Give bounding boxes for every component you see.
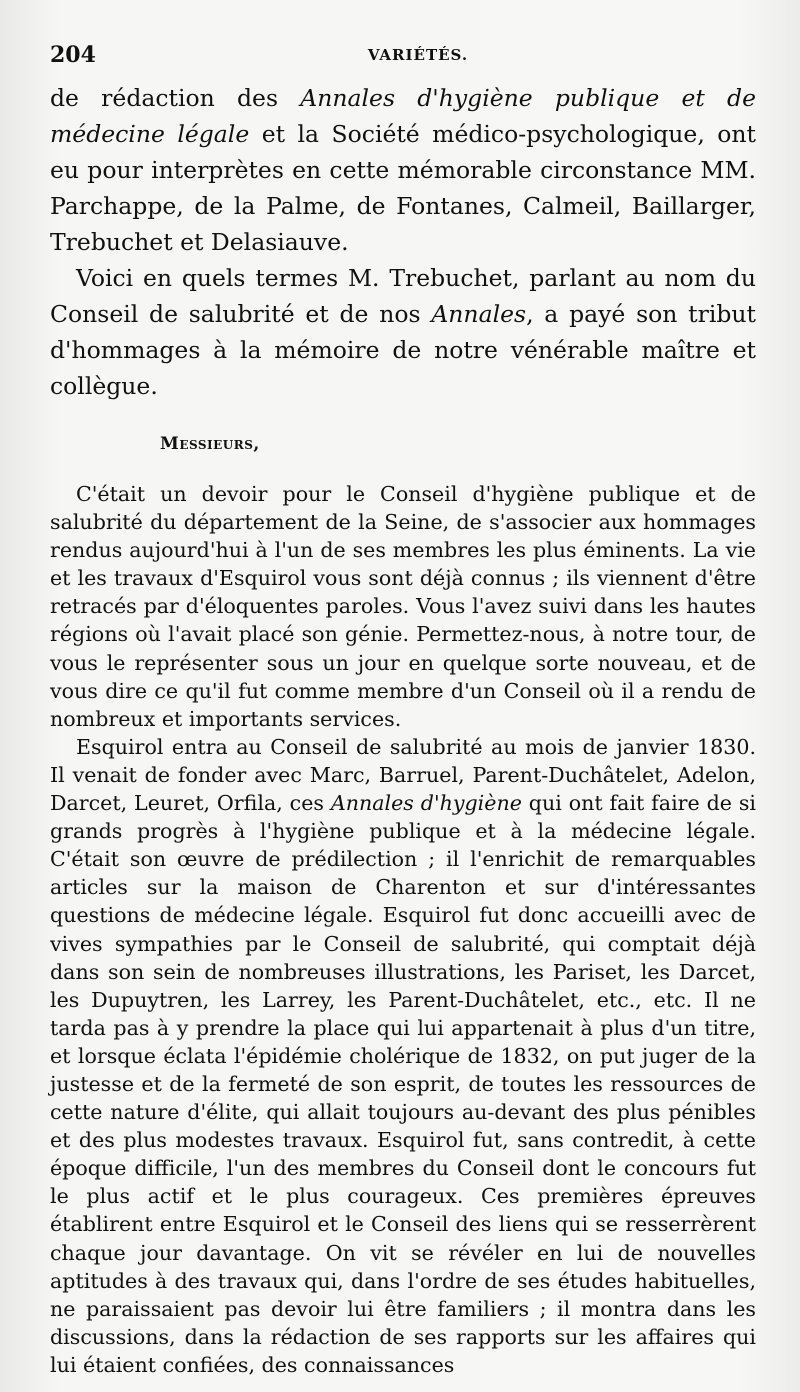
- paragraph-4-text-a: Esquirol entra au Conseil de salubrité au mois de janvier 1830. Il venait de fonder avec Marc, Barruel, Parent-Duchâtelet, Adelon, Darcet, Leuret, Orfila, ces: [50, 734, 756, 816]
- running-title: VARIÉTÉS.: [367, 46, 469, 64]
- annales-hygiene-italic: Annales d'hygiène: [330, 791, 522, 816]
- paragraph-3: C'était un devoir pour le Conseil d'hygiène publique et de salubrité du département de la Seine, de s'associer aux hommages rendus aujourd'hui à l'un de ses membres les plus éminents. La vie et les travaux d'Esquirol vous sont déjà connus ; ils viennent d'être retracés par d'éloquentes paroles. Vous l'avez suivi dans les hautes régions où l'avait placé son génie. Permettez-nous, à notre tour, de vous le représenter sous un jour en quelque sorte nouveau, et de vous dire ce qu'il fut comme membre d'un Conseil où il a rendu de nombreux et importants services.: [50, 482, 756, 731]
- paragraph-1-text-a: de rédaction des: [50, 84, 301, 112]
- paragraph-2: [50, 260, 756, 404]
- opening-text: [50, 80, 756, 404]
- paragraph-2-text-a: Voici en quels termes M. Trebuchet, parlant au nom du Conseil de salubrité et de nos: [50, 264, 756, 328]
- salutation: Messieurs,: [160, 434, 260, 454]
- journal-title: Annales d'hygiène publique et de médecine légale: [50, 84, 756, 148]
- paragraph-1-text-b: et la Société médico-psychologique, ont eu pour interprètes en cette mémorable circonstance MM. Parchappe, de la Palme, de Fontanes, Calmeil, Baillarger, Trebuchet et Delasiauve.: [50, 120, 756, 256]
- page-header: [50, 42, 750, 70]
- page-number: 204: [50, 42, 96, 68]
- paragraph-4-text-b: qui ont fait faire de si grands progrès à l'hygiène publique et à la médecine légale. C'était son œuvre de prédilection ; il l'enrichit de remarquables articles sur la maison de Charenton et sur d'intéressantes questions de médecine légale. Esquirol fut donc accueilli avec de vives sympathies par le Conseil de salubrité, qui comptait déjà dans son sein de nombreuses illustrations, les Pariset, les Darcet, les Dupuytren, les Larrey, les Parent-Duchâtelet, etc., etc. Il ne tarda pas à y prendre la place qui lui appartenait à plus d'un titre, et lorsque éclata l'épidémie cholérique de 1832, on put juger de la justesse et de la fermeté de son esprit, de toutes les ressources de cette nature d'élite, qui allait toujours au-devant des plus pénibles et des plus modestes travaux. Esquirol fut, sans contredit, à cette époque difficile, l'un des membres du Conseil dont le concours fut le plus actif et le plus courageux. Ces premières épreuves établirent entre Esquirol et le Conseil des liens qui se resserrèrent chaque jour davantage. On vit se révéler en lui de nouvelles aptitudes à des travaux qui, dans l'ordre de ses études habituelles, ne paraissaient pas devoir lui être familiers ; il montra dans les discussions, dans la rédaction de ses rapports sur les affaires qui lui étaient confiées, des connaissances: [50, 791, 756, 1377]
- annales-italic: Annales: [431, 300, 527, 328]
- paragraph-2-text-b: , a payé son tribut d'hommages à la mémoire de notre vénérable maître et collègue.: [50, 300, 756, 400]
- paragraph-4: [50, 733, 756, 1379]
- paragraph-1: [50, 80, 756, 260]
- speech-text: [50, 480, 756, 1379]
